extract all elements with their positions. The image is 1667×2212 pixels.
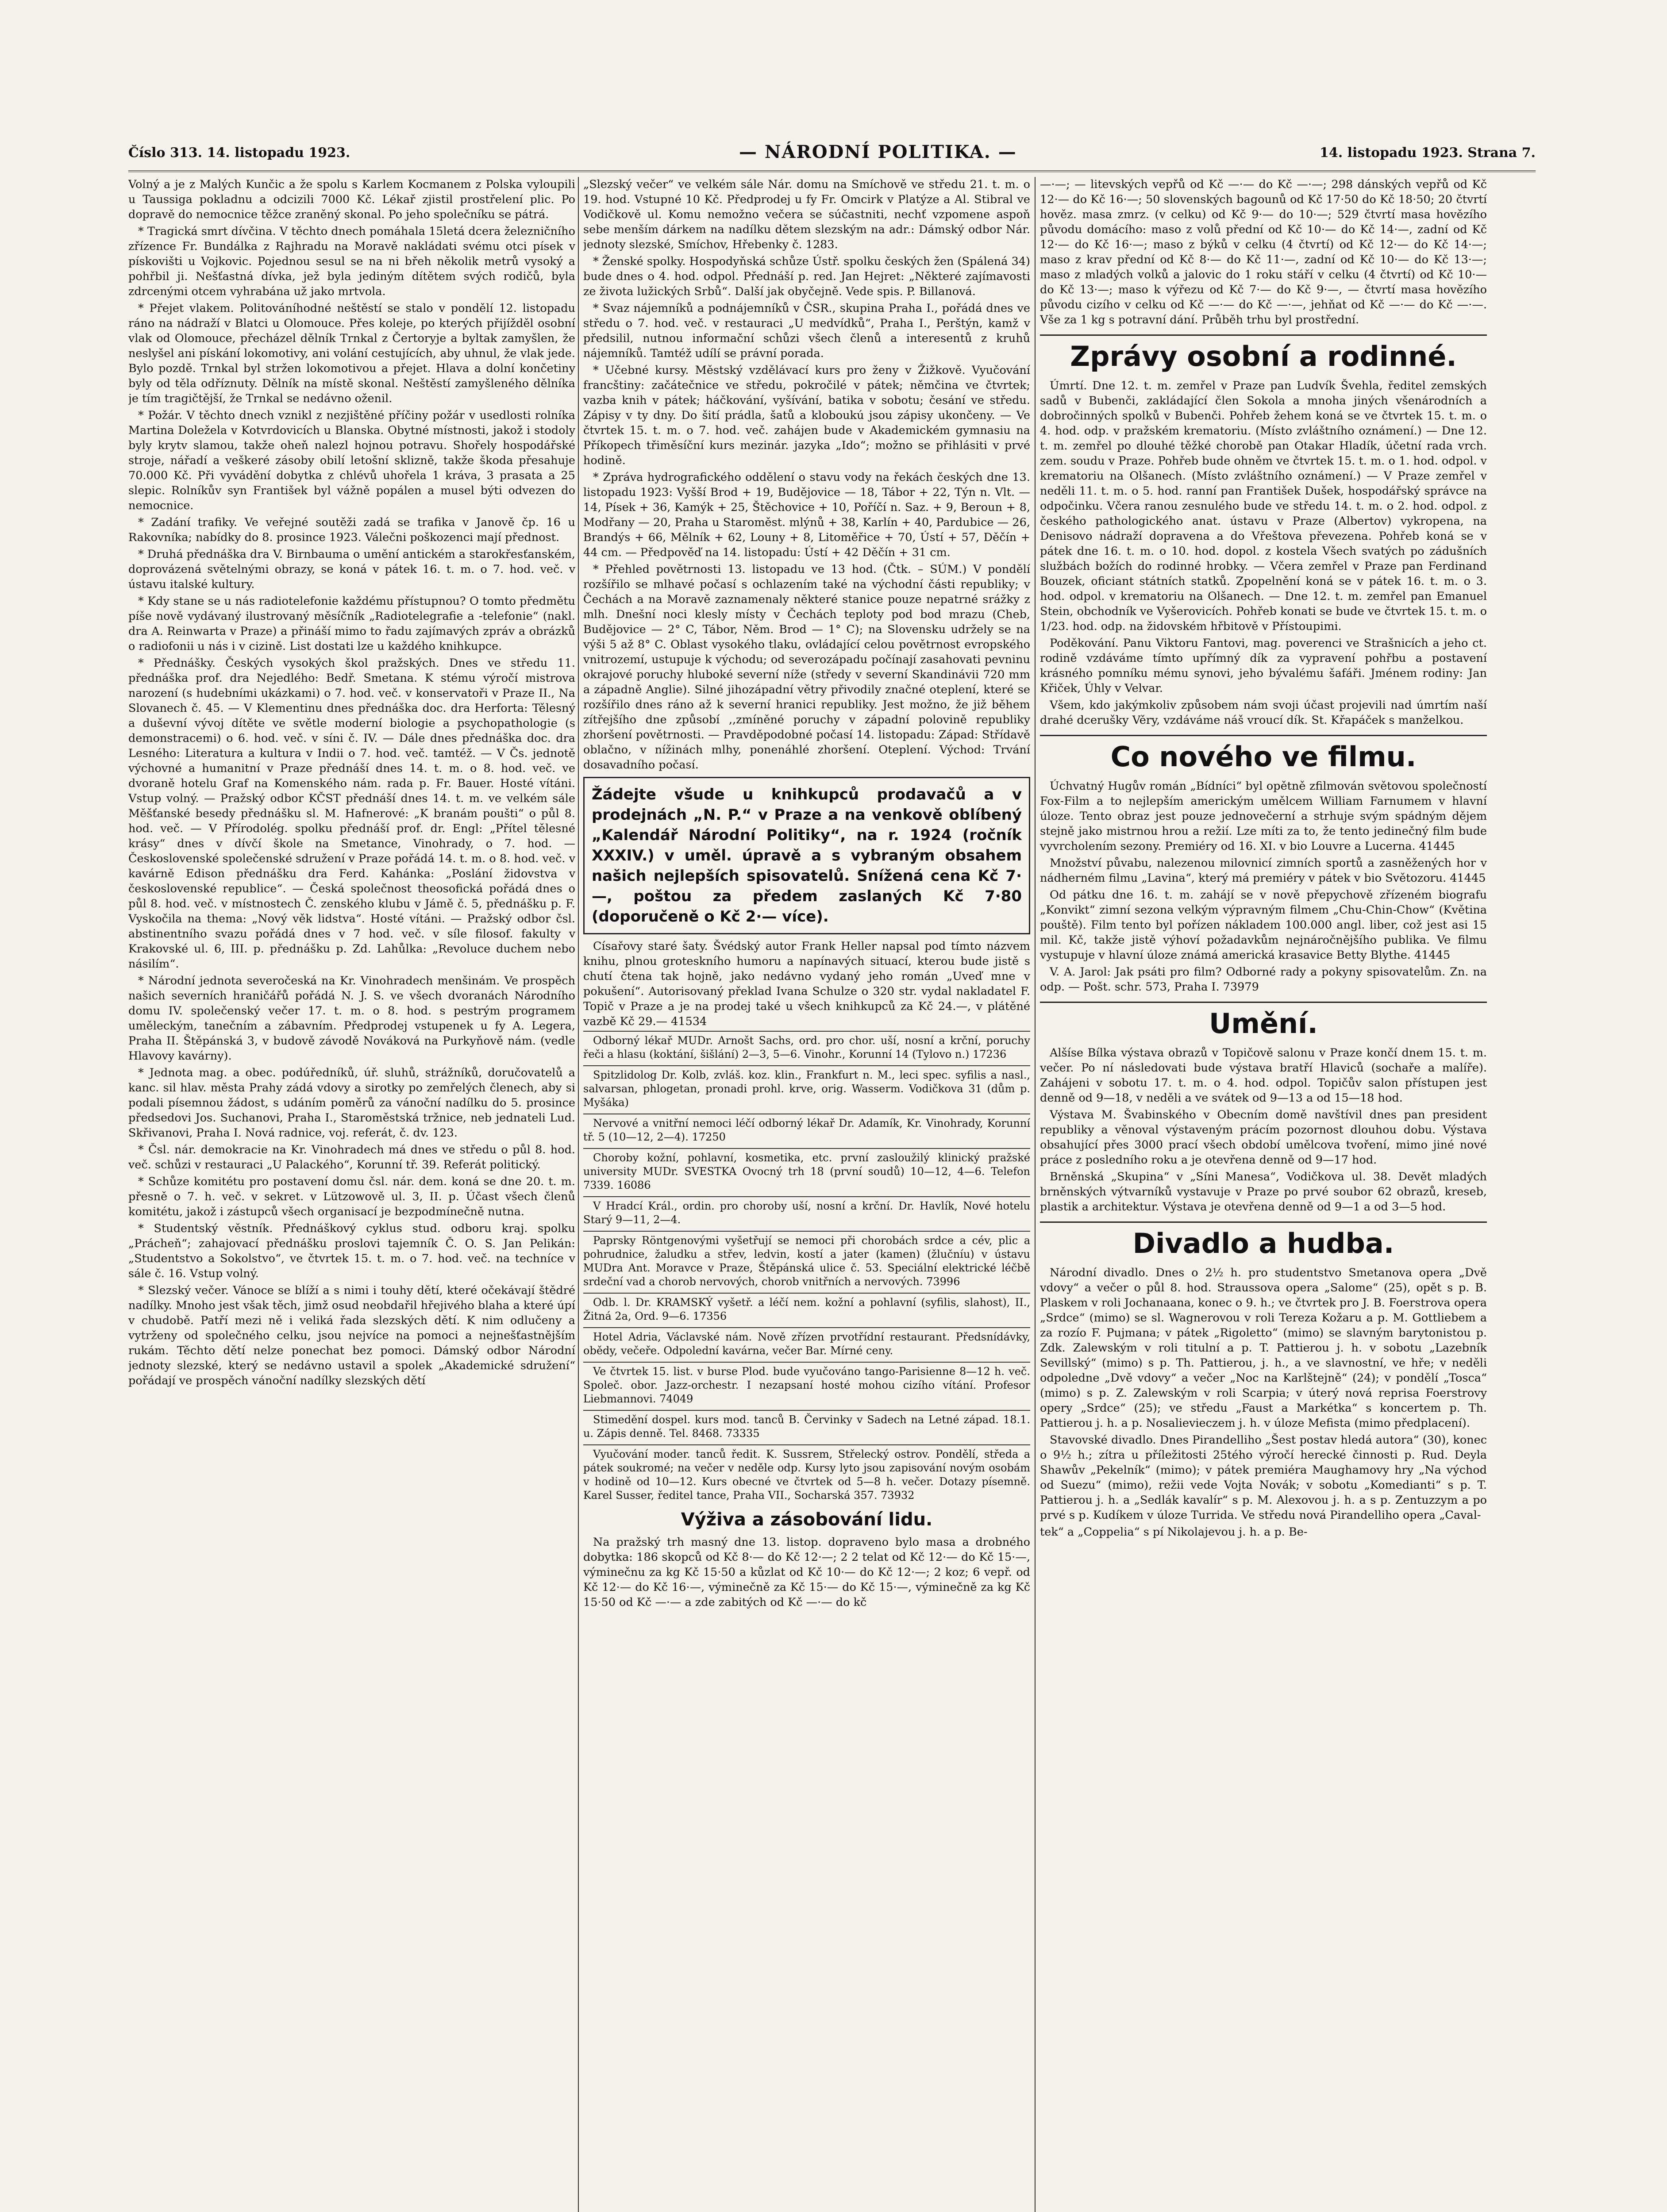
article-paragraph: * Čsl. nár. demokracie na Kr. Vinohradech má dnes ve středu o půl 8. hod. več. schůzi v restauraci „U Palackého“, Korunní tř. 39. Referát politický. <box>128 1143 575 1171</box>
column-divider <box>578 177 579 2212</box>
column-divider <box>1035 177 1036 2212</box>
article-paragraph: * Studentský věstník. Přednáškový cyklus stud. odboru kraj. spolku „Prácheň“; zahajovací přednášku proslovi tajemník Č. O. S. Jan Pelikán: „Studentstvo a Sokolstvo“, ve čtvrtek 15. t. m. o 7. hod. več. na techníce v sále č. 16. Vstup volný. <box>128 1222 575 1280</box>
article-paragraph: * Zadání trafiky. Ve veřejné soutěži zadá se trafika v Janově čp. 16 u Rakovníka; nabídky do 8. prosince 1923. Válečni poškozenci mají přednost. <box>128 516 575 544</box>
classified-ad: Ve čtvrtek 15. list. v burse Plod. bude vyučováno tango-Parisienne 8—12 h. več. Společ. obor. Jazz-orchestr. I nezapsaní hosté mohou cizího vítání. Profesor Liebmannovi. 74049 <box>583 1362 1030 1408</box>
header-rule <box>128 170 1536 172</box>
classified-ad: Spitzlidolog Dr. Kolb, zvláš. koz. klin., Frankfurt n. M., leci spec. syfilis a nasl., salvarsan, phlogetan, pronadi prohl. krve, orig. Wasserm. Vodičkova 31 (dům p. Myšáka) <box>583 1065 1030 1112</box>
article-paragraph: * Kdy stane se u nás radiotelefonie každému přístupnou? O tomto předmětu píše nově vydávaný ilustrovaný měsíčník „Radiotelegrafie a -telefonie“ (nakl. dra A. Reinwarta v Praze) a přináší mimo to řadu zajímavých zpráv a obrázků o radiofonii u nás i v cizině. List dostati lze u každého knihkupce. <box>128 595 575 653</box>
classified-ad: Hotel Adria, Václavské nám. Nově zřízen prvotřídní restaurant. Předsnídávky, obědy, večeře. Odpolední kavárna, večer Bar. Mírné ceny. <box>583 1327 1030 1360</box>
article-paragraph: * Požár. V těchto dnech vznikl z nezjištěné příčiny požár v usedlosti rolníka Martina Doležela v Kotvrdovicích u Blanska. Obytné místnosti, jakož i stodoly byly krytv slamou, takže oheň nalezl hojnou potravu. Shořely hospodářské stroje, nářadí a veškeré zásoby obilí letošní sklizně, takže škoda přesahuje 70.000 Kč. Při vyvádění dobytka z chlévů uhořela 1 kráva, 3 prasata a 25 slepic. Rolníkův syn František byl vážně popálen a musel býti odvezen do nemocnice. <box>128 409 575 512</box>
article-paragraph: Množství půvabu, nalezenou milovnicí zimních sportů a zasněžených hor v nádherném filmu „Lavina“, který má premiéry v pátek v bio Světozoru. 41445 <box>1040 856 1487 885</box>
classified-ad: Odborný lékař MUDr. Arnošt Sachs, ord. pro chor. uší, nosní a krční, poruchy řeči a hlasu (koktání, šišlání) 2—3, 5—6. Vinohr., Korunní 14 (Tylovo n.) 17236 <box>583 1031 1030 1064</box>
article-paragraph: * Přehled povětrnosti 13. listopadu ve 13 hod. (Čtk. – SÚM.) V pondělí rozšířilo se mlhavé počasí s ochlazením také na východní části republiky; v Čechách a na Moravě zaznamenaly některé stanice pouze nepatrné srážky z mlh. Dnešní noci klesly místy v Čechách teploty pod bod mrazu (Cheb, Budějovice — 2° C, Tábor, Něm. Brod — 1° C); na Slovensku udržely se na výši 5 až 8° C. Oblast vysokého tlaku, ovládající celou povětrnost evropského vnitrozemí, ustupuje k východu; od severozápadu počínají zasahovati pevninu okrajové poruchy hluboké severní níže (středy v severní Skandinávii 720 mm a západně Anglie). Silné jihozápadní větry přivodily značné oteplení, které se rozšířilo dnes ráno až k severní hranici republiky. Jest možno, že již během zítřejšího dne způsobí ,,zmíněné poruchy v západní polovině republiky zhoršení povětrnosti. — Pravděpodobné počasí 14. listopadu: Západ: Střídavě oblačno, v nížinách mlhy, ponenáhlé zhoršení. Oteplení. Východ: Trvání dosavadního počasí. <box>583 563 1030 772</box>
calendar-advertisement-box: Žádejte všude u knihkupců prodavačů a v prodejnách „N. P.“ v Praze a na venkově oblíbený „Kalendář Národní Politiky“, na r. 1924 (ročník XXXIV.) v uměl. úpravě a s vybraným obsahem našich nejlepších spisovatelů. Snížená cena Kč 7·—, poštou za předem zaslaných Kč 7·80 (doporučeně o Kč 2·— více). <box>583 777 1030 934</box>
article-paragraph: —·—; — litevských vepřů od Kč —·— do Kč —·—; 298 dánských vepřů od Kč 12·— do Kč 16·—; 50 slovenských bagounů od Kč 17·50 do Kč 18·50; 20 čtvrtí hověz. masa zmrz. (v celku) od Kč 9·— do 10·—; 529 čtvrtí masa hovězího původu domácího: maso z volů přední od Kč 10·— do Kč 14·—, zadní od Kč 12·— do Kč 16·—; maso z býků v celku (4 čtvrtí) od Kč 12·— do Kč 14·—; maso z krav přední od Kč 8·— do Kč 11·—, zadní od Kč 10·— do Kč 13·—; maso z mladých volků a jalovic do 1 roku stáří v celku (4 čtvrtí) od Kč 10·— do Kč 13·—; maso k výřezu od Kč 7·— do Kč 9·—, — čtvrtí masa hovězího původu cizího v celku od Kč —·— do Kč —·—, jehňat od Kč —·— do Kč —·—. Vše za 1 kg s potravní dání. Průběh trhu byl prostřední. <box>1040 178 1487 326</box>
section-heading-food-supply: Výživa a zásobování lidu. <box>681 1509 933 1530</box>
date-page-number: 14. listopadu 1923. Strana 7. <box>1320 145 1536 161</box>
article-paragraph: „Slezský večer“ ve velkém sále Nár. domu na Smíchově ve středu 21. t. m. o 19. hod. Vstupné 10 Kč. Předprodej u fy Fr. Omcirk v Platýze a Al. Stibral ve Vodičkově ul. Komu nemožno večera se súčastniti, nechť vzpomene aspoň sebe menším dárkem na nadílku dětem slezským na adr.: Dámský odbor Nár. jednoty slezské, Smíchov, Hřebenky č. 1283. <box>583 178 1030 251</box>
column-2 <box>583 177 1030 2212</box>
article-paragraph: Poděkování. Panu Viktoru Fantovi, mag. poverenci ve Strašnicích a jeho ct. rodině vzdáváme tímto upřímný dík za vypravení pohřbu a postavení krásného pomníku mému synovi, jeho bývalému šafáři. Jménem rodiny: Jan Křiček, Úhly v Velvar. <box>1040 637 1487 695</box>
article-paragraph: Výstava M. Švabinského v Obecním domě navštívil dnes pan president republiky a věnoval výstaveným prácím pozornost dlouhou dobu. Výstava obsahující přes 3000 prací všech období umělcova tvoření, mimo jiné nové práce z posledního roku a je otevřena denně od 9—17 hod. <box>1040 1108 1487 1167</box>
issue-number-date: Číslo 313. 14. listopadu 1923. <box>128 145 350 161</box>
article-paragraph: Na pražský trh masný dne 13. listop. dopraveno bylo masa a drobného dobytka: 186 skopců od Kč 8·— do Kč 12·—; 2 2 telat od Kč 12·— do Kč 15·—, výminečnu za kg Kč 15·50 a kůzlat od Kč 10·— do Kč 12·—; 2 koz; 6 vepř. od Kč 12·— do Kč 16·—, výminečně za Kč 15·— do Kč 15·—, výminečně za kg Kč 15·50 od Kč —·— a zde zabitých od Kč —·— do kč <box>583 1536 1030 1609</box>
article-paragraph: Úchvatný Hugův román „Bídníci“ byl opětně zfilmován světovou společností Fox-Film a to nejlepším americkým umělcem William Farnumem v hlavní úloze. Tento obraz jest pouze jednovečerní a strhuje svým spádným dějem stejně jako mistrnou hrou a režií. Lze míti za to, že tento jedinečný film bude vyvrcholením sezony. Premiéry od 16. XI. v bio Louvre a Lucerna. 41445 <box>1040 780 1487 853</box>
article-paragraph: * Svaz nájemníků a podnájemníků v ČSR., skupina Praha I., pořádá dnes ve středu o 7. hod. več. v restauraci „U medvídků“, Praha I., Perštýn, kamž v předsilil, nutnou informační schůzi všech členů a interesentů z kruhů nájemníků. Tamtéž udílí se právní porada. <box>583 302 1030 360</box>
classified-ad: Choroby kožní, pohlavní, kosmetika, etc. první zasloužilý klinický pražské university MUDr. SVESTKA Ovocný trh 18 (první soudů) 10—12, 4—6. Telefon 7339. 16086 <box>583 1148 1030 1194</box>
section-heading-art: Umění. <box>1040 1002 1487 1041</box>
article-paragraph: Národní divadlo. Dnes o 2½ h. pro studentstvo Smetanova opera „Dvě vdovy“ a večer o půl 8. hod. Straussova opera „Salome“ (25), opět s p. B. Plaskem v roli Jochanaana, konec o 9. h.; ve čtvrtek pro J. B. Foerstrova opera „Srdce“ (mimo) se sl. Wagnerovou v roli Tereza Kožaru a p. M. Gottliebem a za rozío F. Pujmana; v pátek „Rigoletto“ (mimo) se slavným barytonistou p. Zdk. Zalewským v roli titulní a p. T. Pattierou j. h. v sobotu „Lazebník Sevillský“ (mimo) s p. Th. Pattierou, j. h., a ve slavnostní, ve hře; v neděli odpoledne „Dvě vdovy“ a večer „Noc na Karlštejně“ (24); v pondělí „Tosca“ (mimo) s p. Z. Zalewským v roli Scarpia; v úterý nová reprisa Foerstrovy opery „Srdce“ (25); ve středu „Faust a Markétka“ s koncertem p. Th. Pattierou j. h. a p. Nosalievieczem j. h. v úloze Mefista (mimo předplacení). <box>1040 1266 1487 1430</box>
article-paragraph: * Slezský večer. Vánoce se blíží a s nimi i touhy dětí, které očekávají štědré nadílky. Mnoho jest však těch, jimž osud neobdařil hřejivého blaha a které úpí v chudobě. Patří mezi ně i veliká řada slezských dětí. K nim odlučeny a vytrženy od společného celku, jsou nejvíce na pomoci a nejnešťastnějším rukám. Těchto dětí nelze ponechat bez pomoci. Dámský odbor Národní jednoty slezské, který se nedávno ustavil a spolek „Akademické sdružení“ pořádají ve prospěch vánoční nadílky slezských dětí <box>128 1284 575 1387</box>
classified-ad: Nervové a vnitřní nemoci léčí odborný lékař Dr. Adamík, Kr. Vinohrady, Korunní tř. 5 (10—12, 2—4). 17250 <box>583 1114 1030 1146</box>
classified-ad: Paprsky Röntgenovými vyšetřují se nemoci při chorobách srdce a cév, plic a pohrudnice, žaludku a střev, ledvin, kostí a jater (kamen) (žlučníu) v ústavu MUDra Ant. Moravce v Praze, Štěpánská ulice č. 53. Speciální elektrické léčbě srdeční vad a chorob nervových, chorob vnitřních a nervových. 73996 <box>583 1231 1030 1291</box>
article-paragraph: Všem, kdo jakýmkoliv způsobem nám svoji účast projevili nad úmrtím naší drahé dcerušky Věry, vzdáváme náš vroucí dík. St. Křapáček s manželkou. <box>1040 699 1487 727</box>
section-heading-personal-news: Zprávy osobní a rodinné. <box>1040 334 1487 374</box>
section-heading-theatre-music: Divadlo a hudba. <box>1040 1221 1487 1261</box>
article-paragraph: * Zpráva hydrografického oddělení o stavu vody na řekách českých dne 13. listopadu 1923: Vyšší Brod + 19, Budějovice — 18, Tábor + 22, Týn n. Vlt. — 14, Písek + 36, Kamýk + 25, Štěchovice + 10, Poříčí n. Saz. + 9, Beroun + 8, Modřany — 20, Praha u Staroměst. mlýnů + 38, Karlín + 40, Pardubice — 26, Brandýs + 66, Mělník + 62, Louny + 8, Litoměřice + 70, Ústí + 57, Děčín + 44 cm. — Předpověď na 14. listopadu: Ústí + 42 Děčín + 31 cm. <box>583 471 1030 559</box>
article-paragraph: * Přejet vlakem. Politováníhodné neštěstí se stalo v pondělí 12. listopadu ráno na nádraží v Blatci u Olomouce. Přes koleje, po kterých přijížděl osobní vlak od Olomouce, přecházel dělník Trnkal z Čertoryje a byltak zamyšlen, že neslyšel ani pískání lokomotivy, ani volání cestujících, aby uhnul, že vlak jede. Bylo pozdě. Trnkal byl stržen lokomotivou a přejet. Hlava a dolní končetiny byly od těla odříznuty. Dělník na místě skonal. Neštěstí zamyšleného dělníka je tím tragičtější, že Trnkal se nedávno oženil. <box>128 302 575 405</box>
article-paragraph: Stavovské divadlo. Dnes Pirandelliho „Šest postav hledá autora“ (30), konec o 9½ h.; zítra u příležitosti 25tého výročí herecké činnosti p. Rud. Deyla Shawův „Pekelník“ (mimo); v pátek premiéra Maughamovy hry „Na východ od Suezu“ (mimo), režii vede Vojta Novák; v sobotu „Komedianti“ s p. T. Pattierou j. h. a „Sedlák kavalír“ s p. M. Alexovou j. h. a s p. Zentuzzym a po prvé s p. Kudíkem v úloze Turrida. Ve středu nová Pirandelliho opera „Caval- <box>1040 1433 1487 1522</box>
article-paragraph: * Tragická smrt dívčina. V těchto dnech pomáhala 15letá dcera železničního zřízence Fr. Bundálka z Rajhradu na Moravě nakládati svému otci písek v pískovišti u Vojkovic. Pojednou sesul se na ni břeh několik metrů vysoký a pohřbil ji. Nešťastná dívka, jež byla jediným dítětem svých rodičů, byla zdrcenými otcem vyhrabána už jako mrtvola. <box>128 225 575 298</box>
article-paragraph: * Přednášky. Českých vysokých škol pražských. Dnes ve středu 11. přednáška prof. dra Nejedlého: Bedř. Smetana. K stému výročí mistrova narození (s hudebními ukázkami) o 7. hod. več. v konservatoři v Praze II., Na Slovanech č. 45. — V Klementinu dnes přednáška doc. dra Herforta: Tělesný a duševní vývoj dítěte ve světle moderní biologie a psychopathologie (s demonstracemi) o 6. hod. več. v síni č. IV. — Dále dnes přednáška doc. dra Lesného: Literatura a kultura v Indii o 7. hod. več. tamtéž. — V Čs. jednotě výchovné a humanitní v Praze přednáší dnes 14. t. m. o 8. hod. več. ve dvoraně hotelu Graf na Komenského nám. rada p. Fr. Bauer. Hosté vítáni. Vstup volný. — Pražský odbor KČST přednáší dnes 14. t. m. ve velkém sále Měšťanské besedy přednášku sl. M. Hafnerové: „K branám poušti“ o půl 8. hod. več. — V Přírodolég. spolku přednáší prof. dr. Engl: „Přítel tělesné krásy“ dnes v dívčí škole na Smetance, Vinohrady, o 7. hod. — Československé společenské sdružení v Praze pořádá 14. t. m. o 8. hod. več. v kavárně Edison přednášku dra Ferd. Kahánka: „Poslání židovstva v československé republice“. — Česká společnost theosofická pořádá dnes o půl 8. hod. več. v místnostech Č. zenského klubu v Jámě č. 5, přednášku p. F. Vyskočila na thema: „Nový věk lidstva“. Hosté vítáni. — Pražský odbor čsl. abstinentního svazu pořádá dnes v 7 hod. več. v síle filosof. fakulty v Krakovské ul. 6, III. p. přednášku p. Zd. Lahůlka: „Revoluce duchem nebo násilím“. <box>128 657 575 971</box>
article-paragraph: * Národní jednota severočeská na Kr. Vinohradech menšinám. Ve prospěch našich severních hraničářů pořádá N. J. S. ve všech dvoranách Národního domu IV. společenský večer 17. t. m. o 8. hod. s pestrým programem uměleckým, tanečním a zábavním. Předprodej vstupenek u fy A. Legera, Praha II. Štěpánská 3, v budově závodě Nováková na Purkyňově nám. (vedle Hlavovy kavárny). <box>128 974 575 1063</box>
masthead-title: — NÁRODNÍ POLITIKA. — <box>739 142 1017 162</box>
article-paragraph: V. A. Jarol: Jak psáti pro film? Odborné rady a pokyny spisovatelům. Zn. na odp. — Pošt. schr. 573, Praha I. 73979 <box>1040 965 1487 994</box>
article-paragraph: Alšíse Bílka výstava obrazů v Topičově salonu v Praze končí dnem 15. t. m. večer. Po ní následovati bude výstava bratří Hlaviců (sochaře a malíře). Zahájeni v sobotu 17. t. m. o 4. hod. odpol. Topičův salon přístupen jest denně od 9—18, v neděli a ve svátek od 9—13 a od 15—18 hod. <box>1040 1046 1487 1105</box>
article-paragraph: Úmrtí. Dne 12. t. m. zemřel v Praze pan Ludvík Švehla, ředitel zemských sadů v Bubenči, zakládající člen Sokola a mnoha jiných všenárodních a dobročinných spolků v Bubenči. Pohřeb žehem koná se ve čtvrtek 15. t. m. o 4. hod. odp. v pražském krematoriu. (Místo zvláštního oznámení.) — Dne 12. t. m. zemřel po dlouhé těžké chorobě pan Otakar Hladík, účetní rada vrch. zem. soudu v Praze. Pohřeb bude ohněm ve čtvrtek 15. t. m. o 1. hod. odpol. v krematoriu na Olšanech. (Místo zvláštního oznámení.) — V Praze zemřel v neděli 11. t. m. o 5. hod. ranní pan František Dušek, hospodářský správce na odpočinku. Včera ranou zesnulého bude ve středu 14. t. m. o 2. hod. odpol. z českého pathologického anat. ústavu v Praze (Albertov) vykropena, na Denisovo nádraží dopravena a do Vřeštova převezena. Pohřeb koná se v pátek dne 16. t. m. o 10. hod. dopol. z kostela Všech svatých po zádušních službách božích do rodinné hrobky. — Včera zemřel v Praze pan Ferdinand Bouzek, oficiant státních statků. Zpopelnění koná se v pátek 16. t. m. o 3. hod. odpol. v krematoriu na Olšanech. — Dne 12. t. m. zemřel pan Emanuel Stein, obchodník ve Vyšerovicích. Pohřeb konati se bude ve čtvrtek 15. t. m. o 1/23. hod. odp. na židovském hřbitově v Přístoupimi. <box>1040 379 1487 633</box>
article-paragraph: * Ženské spolky. Hospodyňská schůze Ústř. spolku českých žen (Spálená 34) bude dnes o 4. hod. odpol. Přednáší p. red. Jan Hejret: „Některé zajímavosti ze života lužických Srbů“. Další jak obyčejně. Vede spis. P. Billanová. <box>583 255 1030 298</box>
classified-ad: V Hradcí Král., ordin. pro choroby uší, nosní a krční. Dr. Havlík, Nové hotelu Starý 9—11, 2—4. <box>583 1196 1030 1229</box>
article-paragraph: Od pátku dne 16. t. m. zahájí se v nově přepychově zřízeném biografu „Konvikt“ zimní sezona velkým výpravným filmem „Chu-Chin-Chow“ (Květina pouště). Film tento byl pořízen nákladem 100.000 angl. liber, což jest asi 15 mil. Kč, takže jistě výhoví požadavkům nejnáročnějšího publika. Ve filmu vystupuje v hlavní úloze známá americká krasavice Betty Blythe. 41445 <box>1040 888 1487 962</box>
article-paragraph: * Učebné kursy. Městský vzdělávací kurs pro ženy v Žižkově. Vyučování francštiny: začátečnice ve středu, pokročilé v pátek; němčina ve čtvrtek; vazba knih v pátek; háčkování, vyšívání, batika v sobotu; česání ve středu. Zápisy v ty dny. Do šití prádla, šatů a kloboukú jsou zápisy ukončeny. — Ve čtvrtek 15. t. m. o 7. hod. več. zahájen bude v Akademickém gymnasiu na Příkopech třiměsíční kurs mezinár. jazyka „Ido“; možno se přihlásiti v prvé hodině. <box>583 364 1030 467</box>
article-paragraph: * Schůze komitétu pro postavení domu čsl. nár. dem. koná se dne 20. t. m. přesně o 7. h. več. v sekret. v Lützowově ul. 3, II. p. Účast všech členů komitétu, jakož i zástupců všech organisací je bezpodmínečně nutna. <box>128 1175 575 1218</box>
article-paragraph: Volný a je z Malých Kunčic a že spolu s Karlem Kocmanem z Polska vyloupili u Taussiga pokladnu a odcizili 7000 Kč. Lékař zjistil prostřelení plic. Po dopravě do nemocnice těžce zraněný skonal. Po jeho společníku se pátrá. <box>128 178 575 221</box>
column-3 <box>1040 177 1487 2212</box>
classified-ad: Vyučování moder. tanců ředit. K. Sussrem, Střelecký ostrov. Pondělí, středa a pátek soukromé; na večer v neděle odp. Kursy lyto jsou zapisování novým osobám v hodině od 10—12. Kurs obecné ve čtvrtek od 5—8 h. večer. Dotazy písemně. Karel Susser, ředitel tance, Praha VII., Socharská 357. 73932 <box>583 1444 1030 1505</box>
article-paragraph: Císařovy staré šaty. Švédský autor Frank Heller napsal pod tímto názvem knihu, plnou groteskního humoru a napínavých situací, kterou bude jistě s chutí čtena tak hojně, jako nedávno vydaný jeho román „Uveď mne v pokušení“. Autorisovaný překlad Ivana Schulze o 320 str. vydal nakladatel F. Topič v Praze a je na prodej také u všech knihkupců za Kč 24.—, v plátěné vazbě Kč 29.— 41534 <box>583 940 1030 1028</box>
article-paragraph: * Jednota mag. a obec. podúředníků, úř. sluhů, strážníků, doručovatelů a kanc. sil hlav. města Prahy zádá vdovy a sirotky po zemřelých členech, aby si podali písemnou žádost, s udáním poměrů za vánoční nadílku do 5. prosince předsedovi Jos. Suchanovi, Praha I., Staroměstská tržnice, neb jednateli Lud. Skřivanovi, Praha I. Nová radnice, voj. referát, č. dv. 123. <box>128 1066 575 1140</box>
classified-ad: Odb. l. Dr. KRAMSKÝ vyšetř. a léčí nem. kožní a pohlavní (syfilis, slahost), II., Žitná 2a, Ord. 9—6. 17356 <box>583 1293 1030 1325</box>
article-paragraph: Brněnská „Skupina“ v „Síni Manesa“, Vodičkova ul. 38. Devět mladých brněnských výtvarníků vystavuje v Praze po prvé soubor 62 obrazů, kreseb, plastik a architektur. Výstava je otevřena denně od 9—1 a od 3—5 hod. <box>1040 1170 1487 1214</box>
column-1 <box>128 177 575 2212</box>
article-paragraph: tek“ a „Coppelia“ s pí Nikolajevou j. h. a p. Be- <box>1040 1525 1308 1539</box>
article-paragraph: * Druhá přednáška dra V. Birnbauma o umění antickém a starokřesťanském, doprovázená světelnými obrazy, se koná v pátek 16. t. m. o 7. hod. več. v ústavu italské kultury. <box>128 548 575 591</box>
page-header <box>128 141 1536 167</box>
section-heading-film-news: Co nového ve filmu. <box>1040 735 1487 774</box>
classified-ad: Stimedění dospel. kurs mod. tanců B. Červinky v Sadech na Letné západ. 18.1. u. Zápis denně. Tel. 8468. 73335 <box>583 1410 1030 1443</box>
